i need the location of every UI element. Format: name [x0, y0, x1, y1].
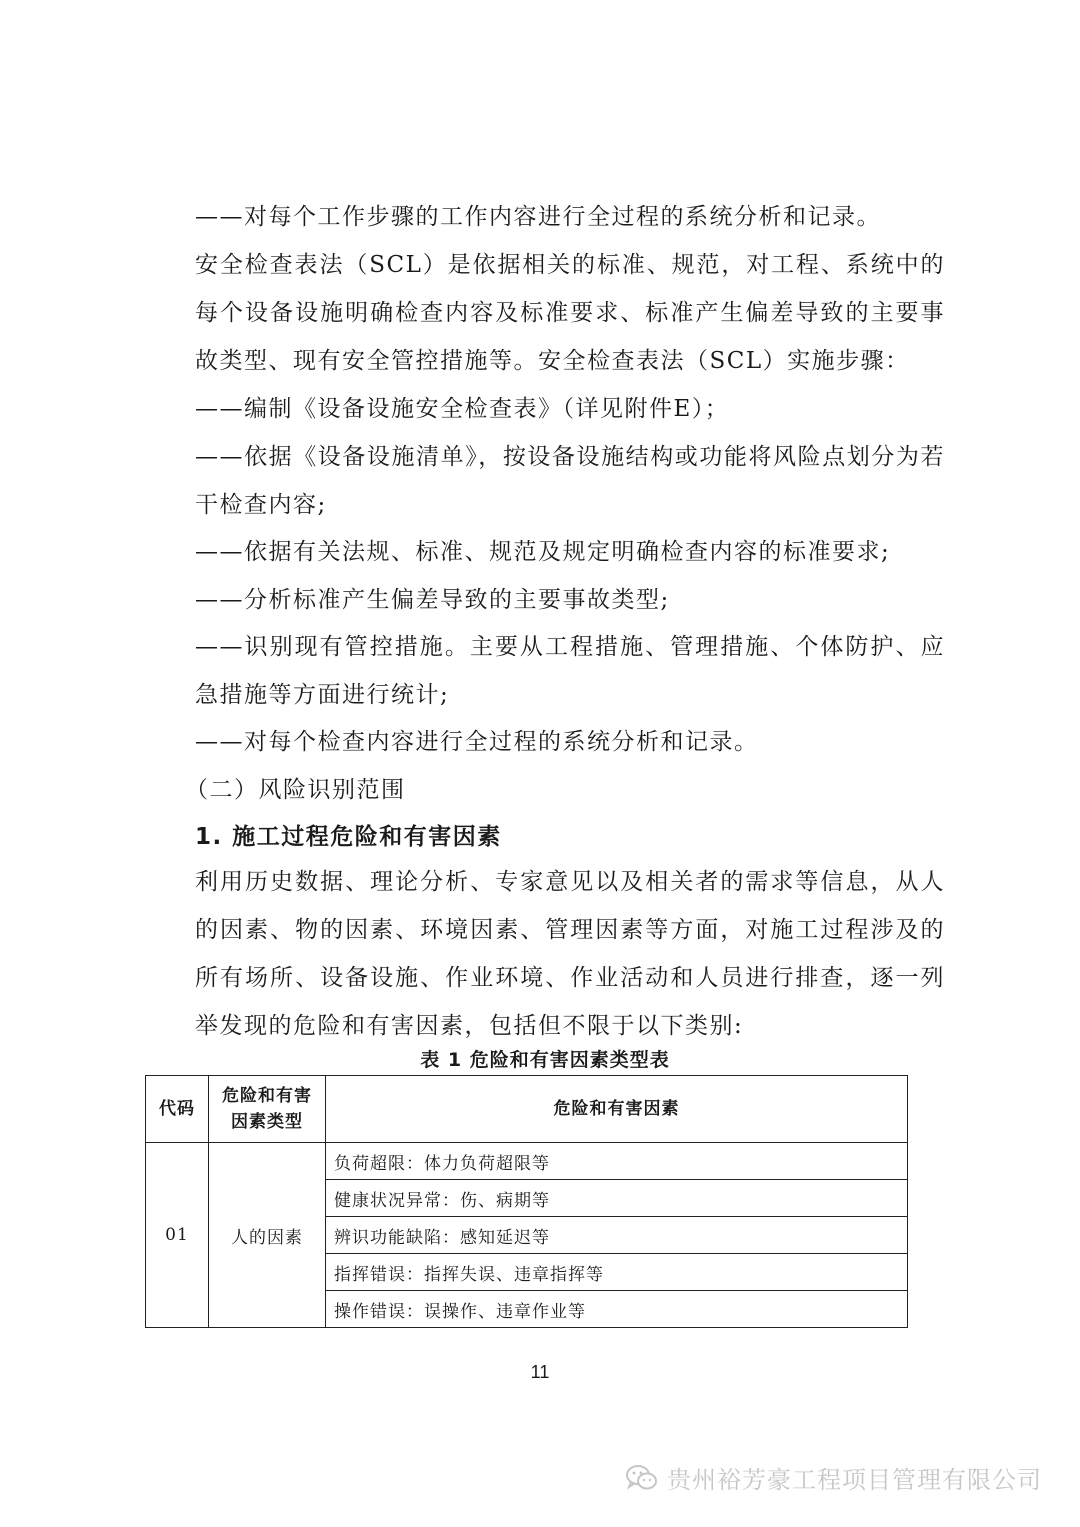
factor-cell: 辨识功能缺陷：感知延迟等	[326, 1217, 908, 1254]
paragraph-step-analysis: ——对每个工作步骤的工作内容进行全过程的系统分析和记录。	[195, 204, 881, 230]
table-header-row	[146, 1076, 908, 1143]
paragraph-record-contents: ——对每个检查内容进行全过程的系统分析和记录。	[195, 729, 759, 755]
factor-cell: 操作错误：误操作、违章作业等	[326, 1291, 908, 1328]
header-code: 代码	[146, 1076, 209, 1143]
header-factors: 危险和有害因素	[326, 1076, 908, 1143]
paragraph-compile-checklist: ——编制《设备设施安全检查表》（详见附件E）；	[195, 396, 730, 422]
factor-cell: 健康状况异常：伤、病期等	[326, 1180, 908, 1217]
paragraph-divide-contents: ——依据《设备设施清单》，按设备设施结构或功能将风险点划分为若干检查内容;	[195, 444, 945, 518]
table-row	[146, 1143, 908, 1180]
header-type	[209, 1076, 326, 1143]
paragraph-hazard-identification: 利用历史数据、理论分析、专家意见以及相关者的需求等信息，从人的因素、物的因素、环境因素、管理因素等方面，对施工过程涉及的所有场所、设备设施、作业环境、作业活动和人员进行排查，逐一列举发现的危险和有害因素，包括但不限于以下类别:	[195, 869, 945, 1039]
paragraph-accident-types: ——分析标准产生偏差导致的主要事故类型;	[195, 587, 670, 613]
factor-cell: 指挥错误：指挥失误、违章指挥等	[326, 1254, 908, 1291]
watermark	[625, 1460, 1042, 1495]
hazard-type-table	[145, 1075, 908, 1328]
subheading-construction-hazards: 1. 施工过程危险和有害因素	[195, 824, 502, 850]
page-number: 11	[530, 1362, 550, 1382]
wechat-icon	[625, 1463, 659, 1493]
paragraph-standard-requirements: ——依据有关法规、标准、规范及规定明确检查内容的标准要求;	[195, 539, 891, 565]
watermark-text: 贵州裕芳豪工程项目管理有限公司	[667, 1466, 1042, 1494]
row-code: 01	[146, 1143, 209, 1328]
paragraph-control-measures: ——识别现有管控措施。主要从工程措施、管理措施、个体防护、应急措施等方面进行统计;	[195, 634, 945, 708]
table-caption: 表 1 危险和有害因素类型表	[420, 1049, 670, 1071]
paragraph-scl-definition: 安全检查表法（SCL）是依据相关的标准、规范，对工程、系统中的每个设备设施明确检查内容及标准要求、标准产生偏差导致的主要事故类型、现有安全管控措施等。安全检查表法（SCL）实施步骤：	[195, 252, 945, 374]
header-type-line1: 危险和有害	[222, 1086, 312, 1106]
factor-cell: 负荷超限：体力负荷超限等	[326, 1143, 908, 1180]
section-heading: （二）风险识别范围	[185, 777, 406, 803]
row-type: 人的因素	[209, 1143, 326, 1328]
header-type-line2: 因素类型	[231, 1112, 303, 1132]
